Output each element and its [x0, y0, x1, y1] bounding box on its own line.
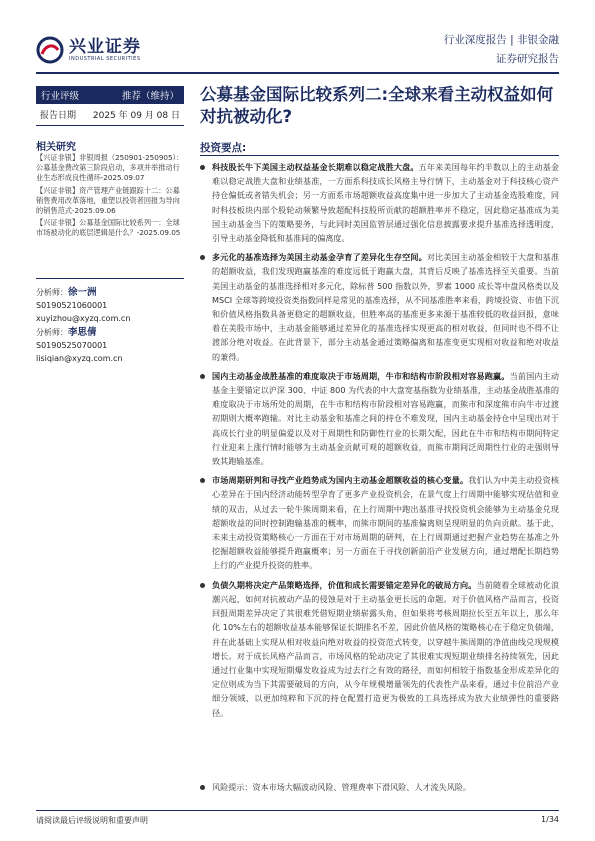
analyst-name: 李思倩: [68, 327, 97, 338]
rating-label: 行业评级: [41, 91, 80, 102]
report-date-label: 报告日期: [40, 111, 77, 121]
related-research-item[interactable]: 【兴证非银】资产管理产业链跟踪十二：公募销售费用改革落地，重塑以投资者回报为导向的销售范式-2025.09.06: [36, 185, 180, 216]
bullet-icon: [200, 478, 205, 483]
report-date-value: 2025 年 09 月 08 日: [92, 111, 180, 121]
left-divider: [36, 278, 184, 279]
point-body: 我们认为中美主动投资核心差异在于国内经济动能转型孕育了更多产业投资机会，在景气度上行周期中能够实现估值和业绩的双击，从过去一轮牛熊周期来看，在上行周期中跑出基准寻找投资机会能够为主动基金兑现超额收益的同时控制跑输基准的概率，而熊市期间的基准偏离则呈现明显的负向贡献。基于此，未来主动投资策略核心一方面在于对市场周期的研判，在上行周期通过把握产业趋势在基准之外挖掘超额收益能够提升跑赢概率；另一方面在于寻找创新前沿产业发展方向，通过增配长期趋势上行的产业提升投资的胜率。: [212, 475, 559, 571]
investment-point: [200, 160, 559, 245]
footer-divider: [36, 810, 559, 811]
investment-points: [200, 160, 559, 725]
page-number: 1/34: [541, 815, 559, 824]
risk-warning: [200, 781, 559, 793]
report-category: 行业深度报告 | 非银金融: [443, 34, 559, 46]
investment-point: [200, 369, 559, 468]
bullet-icon: [200, 165, 205, 170]
related-research-item[interactable]: 【兴证非银】非银周报（250901-250905）：公募基金费改第三阶段启动，多项并举推动行业生态形成良性循环-2025.09.07: [36, 153, 184, 183]
investment-highlights-title: 投资要点:: [200, 142, 247, 154]
point-body: 五年来美国每年约半数以上的主动基金难以稳定战胜大盘和业绩基准，一方面系科技成长风格主导行情下，主动基金对于科技核心资产持仓偏低或者错失机会；另一方面系市场超额收益高度集中进一步加大了主动基金选股难度，同时科技板块内部个股轮动频繁导致超配科技股所贡献的超额胜率并不稳定，因此稳定基准成为美国主动基金当下的策略要务，与此同时美国监管层通过强化信息披露要求提升基准选择透明度，引导主动基金降低和基准间的偏离度。: [212, 162, 559, 244]
rating-value: 推荐（维持）: [121, 91, 179, 102]
investment-divider: [200, 155, 559, 156]
analyst-email[interactable]: xuyizhou@xyzq.com.cn: [36, 314, 131, 323]
bullet-icon: [200, 583, 205, 588]
footer-disclaimer[interactable]: 请阅读最后评级说明和重要声明: [36, 816, 148, 825]
related-research-list: [36, 153, 184, 241]
analyst-role: 分析师：: [36, 288, 68, 297]
investment-point: [200, 250, 559, 364]
logo-text-cn: 兴业证券: [69, 36, 141, 57]
logo-icon: [36, 36, 64, 64]
point-lead: 市场周期研判和寻找产业趋势成为国内主动基金超额收益的核心变量。: [212, 475, 469, 486]
related-research-item[interactable]: 【兴证非银】公募基金国际比较系列一：全球市场被动化的底层逻辑是什么？-2025.09.05: [36, 218, 181, 238]
analyst-block: [36, 326, 184, 365]
risk-text: 风险提示：资本市场大幅波动风险、管理费率下滑风险、人才流失风险。: [212, 782, 472, 792]
bullet-icon: [200, 785, 205, 790]
report-label: 证券研究报告: [496, 53, 559, 65]
related-research-title: 相关研究: [36, 142, 76, 153]
point-lead: 多元化的基准选择为美国主动基金孕育了差异化生存空间。: [212, 252, 427, 263]
analyst-role: 分析师：: [36, 328, 68, 337]
point-lead: 科技股长牛下美国主动权益基金长期难以稳定战胜大盘。: [212, 162, 419, 172]
report-title: 公募基金国际比较系列二:全球来看主动权益如何对抗被动化?: [200, 85, 554, 126]
investment-point: [200, 473, 559, 572]
analyst-cert: S0190525070001: [36, 341, 108, 350]
logo-text-en: INDUSTRIAL SECURITIES: [69, 55, 141, 62]
header-divider: [36, 72, 559, 74]
point-lead: 负债久期将决定产品策略选择，价值和成长需要锚定差异化的破局方向。: [212, 579, 477, 590]
analyst-name: 徐一洲: [68, 287, 97, 298]
point-body: 当前随着全球被动化浪潮兴起，如何对抗被动产品的侵蚀是对于主动基金更长远的命题。对于价值风格产品而言，投资回报周期差异决定了其很难凭借短期业绩崭露头角，但如果将考核周期拉长至五年以上，那么年化 10%左右的超额收益基本能够保证长期排名不差，因此价值风格的策略核心在于稳定负债端，并在此基础上实现从相对收益向绝对收益的投资范式转变，以穿越牛熊周期的净值曲线兑现规模增长。对于成长风格产品而言，市场风格的轮动决定了其很难实现短期业绩排名持续领先，因此通过行业集中实现短期爆发收益成为过去行之有效的路径，而如何相较于指数基金形成差异化的定位则成为当下其需要破局的方向，从今年规模增量领先的代表性产品来看，通过卡位前沿产业细分领域、以更加纯粹和下沉的持仓配置打造更为极致的工具选择成为放大业绩弹性的重要路径。: [212, 579, 559, 718]
analyst-cert: S0190521060001: [36, 301, 108, 310]
analyst-email[interactable]: lisiqian@xyzq.com.cn: [36, 354, 123, 363]
bullet-icon: [200, 374, 205, 379]
point-lead: 国内主动基金战胜基准的难度取决于市场周期，牛市和结构市阶段相对容易跑赢。: [212, 370, 510, 381]
report-date-row: [36, 108, 184, 121]
investment-point: [200, 578, 559, 720]
bullet-icon: [200, 255, 205, 260]
point-body: 对比美国主动基金相较于大盘和基准的超额收益，我们发现跑赢基准的难度远低于跑赢大盘，其背后反映了基准选择至关重要。当前美国主动基金的基准选择相对多元化，除标普 500 指数以外，罗素 1000 成长等中盘风格类以及 MSCI 全球等跨境投资类指数同样是常见的基准选择，从不同基准胜率来看，跨境投资、市值下沉和价值风格指数具备更稳定的超额收益，但胜率高的基准更多来源于基准较低的收益回报，意味着在美股市场中，主动基金能够通过差异化的基准选择实现更高的相对收益，但同时也不得不让渡部分绝对收益。在此背景下，部分主动基金通过策略偏离和基准变更实现相对收益和绝对收益的兼得。: [212, 252, 559, 362]
analyst-block: [36, 286, 184, 325]
report-type-header: [444, 32, 559, 67]
point-body: 当前国内主动基金主要锚定以沪深 300、中证 800 为代表的中大盘宽基指数为业绩基准，主动基金战胜基准的难度取决于市场所处的周期，在牛市和结构市阶段相对容易跑赢，而熊市和深度熊市向牛市过渡初期则大概率跑输。对比主动基金和基准之间的持仓不难发现，国内主动基金持仓中呈现出对于高成长行业的明显偏爱以及对于周期性和防御性行业的长期欠配，因此在牛市和结构市期间特定行业迎来上涨行情时能够为主动基金贡献可观的超额收益，而熊市期间泛周期性行业的走强则导致其跑输基准。: [212, 370, 559, 467]
industry-rating-bar: [36, 86, 184, 104]
left-divider: [36, 125, 184, 126]
company-logo: [36, 33, 156, 67]
